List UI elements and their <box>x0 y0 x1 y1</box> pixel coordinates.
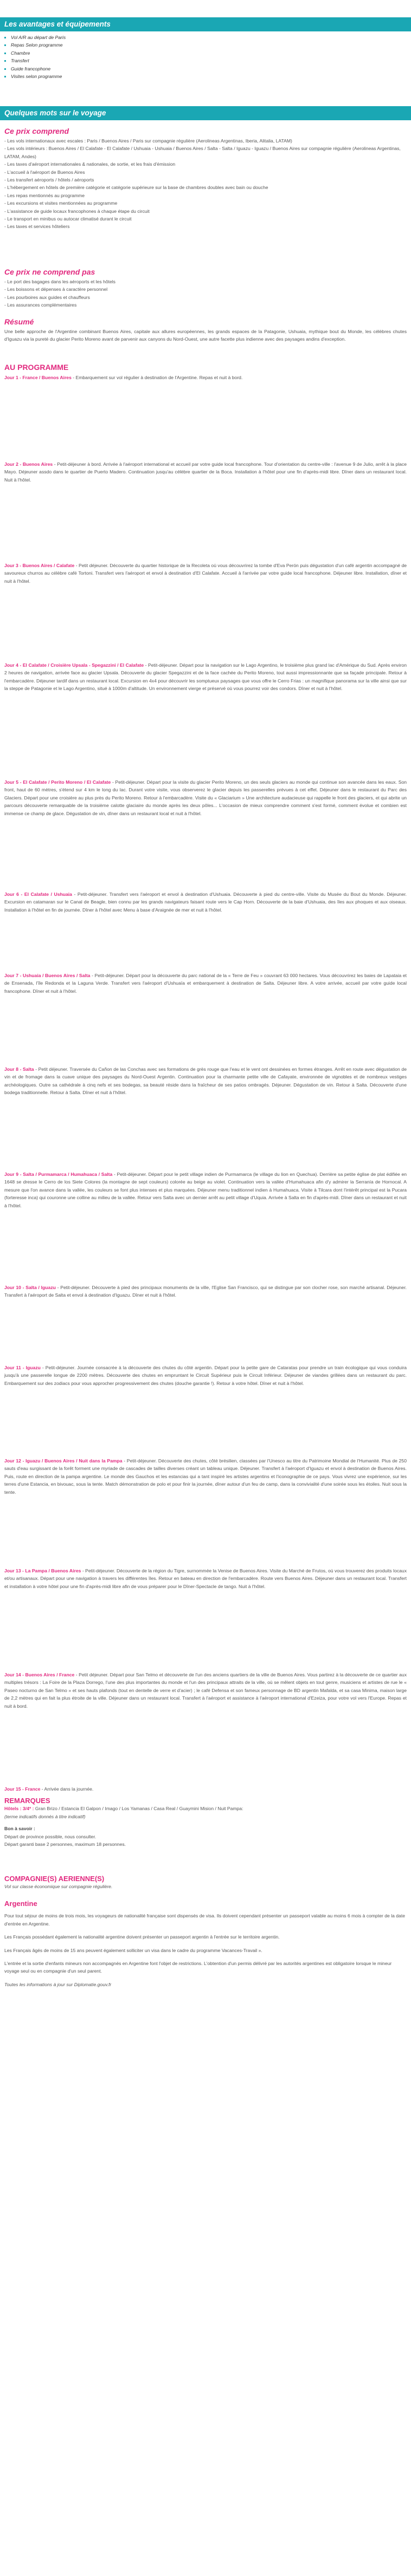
advantage-item: ▪ Visites selon programme <box>11 73 411 80</box>
airlines-block <box>0 1875 411 1891</box>
argentine-paragraph: Les Français possédant également la nationalité argentine doivent présenter un passeport argentin à l'entrée sur le territoire argentin. <box>4 1934 280 1940</box>
day-text: - Arrivée dans la journée. <box>40 1786 94 1792</box>
excluded-item: - Les boissons et dépenses à caractère personnel <box>4 287 108 292</box>
remarks-title: REMARQUES <box>4 1797 50 1805</box>
programme-header <box>0 362 411 373</box>
day-14 <box>4 1671 407 1710</box>
advantages-section <box>0 17 411 80</box>
voyage-title: Quelques mots sur le voyage <box>0 106 411 120</box>
included-item: - Les taxes d'aéroport internationales & nationales, de sortie, et les frais d'émission <box>4 161 176 167</box>
included-item: - Le transport en minibus ou autocar climatisé durant le circuit <box>4 216 132 222</box>
day-date: Jour 11 - Iguazu <box>4 1365 41 1370</box>
day-13 <box>4 1567 407 1590</box>
excluded-title: Ce prix ne comprend pas <box>4 268 95 276</box>
included-title: Ce prix comprend <box>4 127 69 135</box>
included-item: - Les transfert aéroports / hôtels / aéroports <box>4 177 94 183</box>
day-date: Jour 4 - El Calafate / Croisière Upsala - Spegazzini / El Calafate <box>4 662 144 668</box>
day-text: - Petit-déjeuner. Départ pour la découverte du parc national de la « Terre de Feu » couvrant 63 000 hectares. Vous découvrirez les baies de Lapataia et de Ensenada, l'île Redonda et la Laguna Verde. Transfert vers l'aéroport d'Ushuaïa et embarquement à destination de Salta. Déjeuner libre. A votre arrivée, accueil par votre guide local francophone. Dîner et nuit à l'hôtel. <box>4 973 407 994</box>
day-text: - Petit-déjeuner. Transfert vers l'aéroport et envol à destination d'Ushuaia. Découverte à pied du centre-ville. Visite du Musée du Bout du Monde. Déjeuner. Excursion en catamaran sur le Canal de Beagle, bien connu par les grands navigateurs faisant route vers le Cap Horn. Découverte de la baie d'Ushuaia, des îles aux phoques et aux oiseaux. Installation à l'hôtel en fin de journée. Dîner à l'hôtel avec Menu à base d'Araignée de mer et nuit à l'hôtel. <box>4 892 407 913</box>
day-text: - Petit-déjeuner. Départ pour le petit village indien de Purmamarca (le village du lion en Quechua). Derrière sa petite église de plat édifiée en 1648 se dresse le Cerro de los Siete Colores (la montagne de sept couleurs) colorée au beige au violet. Continuation vers la vallée d'Humahuaca afin d'y admirer la Serranía de Hornocal. A mesure que l'on avance dans la vallée, les couleurs se font plus intenses et plus marquées. Déjeuner menu traditionnel indien à Humahuaca. Visite à Tilcara dont l'intérêt principal est la Pucara (forteresse inca) qui couronne une colline au milieu de la vallée. Retour vers Salta avec un dernier arrêt au petit village d'Uquia. Arrivée à Salta en fin d'après-midi. Dîner dans un restaurant et nuit à l'hôtel. <box>4 1172 407 1208</box>
advantage-item: ▪ Repas Selon programme <box>11 41 411 49</box>
advantage-item: ▪ Guide francophone <box>11 65 411 73</box>
included-item: - L'hébergement en hôtels de première catégorie et catégorie supérieure sur la base de chambres doubles avec bain ou douche <box>4 185 268 191</box>
summary-text: Une belle approche de l'Argentine combinant Buenos Aires, capitale aux allures européennes, les grands espaces de la Patagonie, Ushuaia, mythique bout du Monde, les célèbres chutes d'Iguazu via la pureté du glacier Perito Moreno avant de parvenir aux canyons du Nord-Ouest, une autre facette plus indienne avec des paysages andins d'exception. <box>4 329 407 342</box>
day-date: Jour 13 - La Pampa / Buenos Aires <box>4 1568 81 1573</box>
day-date: Jour 7 - Ushuaia / Buenos Aires / Salta <box>4 973 91 978</box>
day-date: Jour 6 - El Calafate / Ushuaia <box>4 892 72 897</box>
day-text: - Petit-déjeuner. Départ pour la visite du glacier Perito Moreno, un des seuls glaciers au monde qui continue son avancée dans les eaux. Son front, haut de 60 mètres, s'étend sur 4 km le long du lac. Durant votre visite, vous observerez le glacier depuis les passerelles prévues à cet effet. Déjeuner dans le restaurant du Parc des Glaciers. Départ pour une croisière au plus près du Perito Moreno. Retour à l'embarcadère. Visite du « Glaciarium » Une architecture audacieuse qui rappelle le front des glaciers, et qui abrite un parcours découverte remarquable de la troisième calotte glaciaire du monde après les deux pôles... L'occasion de mieux comprendre comment s'est formé, comment évolue et combien est immense ce champ de glace. Dégustation de vin, dîner dans un restaurant local et nuit à l'hôtel. <box>4 779 407 816</box>
day-date: Jour 1 - France / Buenos Aires <box>4 375 72 380</box>
included-block <box>0 126 411 231</box>
day-text: - Petit-déjeuner. Découverte à pied des principaux monuments de la ville, l'Eglise San Francisco, qui se distingue par son clocher rose, son marché artisanal. Déjeuner. Transfert à l'aéroport de Salta et envol à destination d'Iguazu. Dîner et nuit à l'hôtel. <box>4 1285 407 1298</box>
day-9 <box>4 1170 407 1209</box>
argentine-paragraph: Les Français âgés de moins de 15 ans peuvent également solliciter un visa dans le cadre du programme Vacances-Travail ». <box>4 1947 262 1953</box>
day-8 <box>4 1065 407 1097</box>
day-5 <box>4 778 407 817</box>
included-item: - Les taxes et services hôteliers <box>4 224 70 230</box>
day-4 <box>4 661 407 693</box>
argentine-paragraph: Pour tout séjour de moins de trois mois, les voyageurs de nationalité française sont dispensés de visa. Ils doivent cependant présenter un passeport valable au moins 6 mois à compter de la date d'entrée en Argentine. <box>4 1913 406 1927</box>
day-12 <box>4 1457 407 1496</box>
excluded-item: - Les pourboires aux guides et chauffeurs <box>4 294 90 300</box>
departure-note: Départ de province possible, nous consulter. <box>4 1833 97 1839</box>
day-2 <box>4 460 407 484</box>
included-item: - Les repas mentionnés au programme <box>4 192 85 198</box>
day-3 <box>4 562 407 585</box>
day-text: - Petit déjeuner. Traversée du Cañon de las Conchas avec ses formations de grès rouge que l'eau et le vent ont dessinées en formes étranges. Arrêt en route avec dégustation de vin et de fromage dans la cuave unique des paysages du Nord-Ouest Argentin. Continuation pour la charmante petite ville de Cafayate, environnée de vignobles et de nombreux vestiges archéologiques. Outre sa cathédrale à cinq nefs et ses bodegas, sa beauté réside dans la fraîcheur de ses patios ombragés. Déjeuner. Dégustation de vin. Retour à Salta. Découverte d'une bodega traditionnelle. Retour à Salta. Dîner et nuit à l'hôtel. <box>4 1066 407 1096</box>
day-date: Jour 10 - Salta / Iguazu <box>4 1285 56 1290</box>
day-date: Jour 14 - Buenos Aires / France <box>4 1672 75 1677</box>
hotels-note: (terme indicatifs donnés à titre indicatif) <box>4 1813 86 1819</box>
advantage-item: ▪ Vol A/R au départ de Paris <box>11 34 411 41</box>
day-text: - Petit-déjeuner. Découverte des chutes, côté brésilien, classées par l'Unesco au titre du Patrimoine Mondial de l'Humanité. Plus de 250 sauts d'eau surgissant de la forêt forment une myriade de cascades de tailles diverses créant un tableau unique. Déjeuner. Transfert à l'aéroport d'Iguazu et envol à destination de Buenos Aires. Puis, route en direction de la pampa argentine. Le monde des Gauchos et les estancias qui a tant inspiré les artistes argentins et l'iconographie de ce pays. Vous vivrez une expérience, sur les terres d'une Estancia, en bivouac, sous la tente. Match démonstration de polo et pour finir la journée, dîner autour d'un feu de camp, dans la convivialité d'une soirée sous les étoiles. Nuit sous la tente. <box>4 1458 407 1495</box>
excluded-item: - Les assurances complémentaires <box>4 302 77 308</box>
day-text: - Petit-déjeuner. Départ pour la navigation sur le Lago Argentino, le troisième plus grand lac d'Amérique du Sud. Après environ 2 heures de navigation, arrivée face au glacier Upsala. Découverte du glacier Spegazzini et de la face cachée du Perito Moreno, tout aussi impressionnante que sa façade principale. Retour à l'embarcadère. Déjeuner tardif dans un restaurant local. Excursion en 4x4 pour découvrir les somptueux paysages que vous offre le Cerro Frias : un magnifique panorama sur la ville ainsi que sur la steppe de Patagonie et le Lago Argentino, situé à 1000m d'altitude. Un environnement vierge et préservé où vous pourrez voir des condors. Dîner et nuit à l'hôtel. <box>4 662 407 692</box>
included-item: - Les excursions et visites mentionnées au programme <box>4 200 118 206</box>
included-item: - L'accueil à l'aéroport de Buenos Aires <box>4 169 85 175</box>
airlines-text: Vol sur classe économique sur compagnie régulière. <box>4 1884 113 1890</box>
excluded-block <box>0 266 411 309</box>
hotels-label: Hôtels : 3/4* : <box>4 1806 34 1812</box>
included-list <box>4 137 407 231</box>
included-item: - Les vols intérieurs : Buenos Aires / El Calafate - El Calafate / Ushuaia - Ushuaia / Buenos Aires / Salta - Salta / Iguazu - Iguazu / Buenos Aires sur compagnie régulière (Aerolineas Argentinas, LATAM, Andes) <box>4 146 401 159</box>
programme-title: AU PROGRAMME <box>4 363 69 372</box>
guaranteed-note: Départ garanti base 2 personnes, maximum 18 personnes. <box>4 1842 126 1848</box>
included-item: - Les vols internationaux avec escales : Paris / Buenos Aires / Paris sur compagnie régulière (Aerolineas Argentinas, Iberia, Alitalia, LATAM) <box>4 138 292 144</box>
day-date: Jour 12 - Iguazu / Buenos Aires / Nuit dans la Pampa <box>4 1458 123 1463</box>
day-date: Jour 5 - El Calafate / Perito Moreno / El Calafate <box>4 779 111 785</box>
day-date: Jour 9 - Salta / Purmamarca / Humahuaca / Salta <box>4 1172 113 1177</box>
day-date: Jour 15 - France <box>4 1786 41 1792</box>
good-to-know-label: Bon à savoir : <box>4 1826 35 1832</box>
remarks-block <box>0 1797 411 1848</box>
advantage-item: ▪ Transfert <box>11 57 411 64</box>
excluded-item: - Le port des bagages dans les aéroports et les hôtels <box>4 279 115 284</box>
advantages-list <box>0 34 411 80</box>
included-item: - L'assistance de guide locaux francophones à chaque étape du circuit <box>4 208 150 214</box>
summary-title: Résumé <box>4 317 34 326</box>
day-date: Jour 2 - Buenos Aires <box>4 461 53 467</box>
excluded-list <box>4 278 407 309</box>
summary-block <box>0 316 411 343</box>
day-7 <box>4 972 407 995</box>
day-text: - Petit-déjeuner. Découverte de la région du Tigre, surnommée la Venise de Buenos Aires. Visite du Marché de Frutos, où vous trouverez des produits locaux et/ou artisanaux. Départ pour une navigation à travers les différentes îles. Retour en bateau en direction de l'embarcadère. Route vers Buenos Aires. Déjeuner dans un restaurant local. Transfert et installation à votre hôtel pour une fin d'après-midi libre afin de vous préparer pour le Dîner-Spectacle de tango. Nuit à l'hôtel. <box>4 1568 407 1589</box>
day-text: - Petit déjeuner. Découverte du quartier historique de la Recoleta où vous découvrirez la tombe d'Eva Perón puis dégustation d'un café argentin accompagné de savoureux churros au célèbre café Tortoni. Transfert vers l'aéroport et envol à destination d'El Calafate. Accueil à l'arrivée par votre guide local francophone. Déjeuner libre. Installation, dîner et nuit à l'hôtel. <box>4 563 407 584</box>
advantages-title: Les avantages et équipements <box>0 17 411 31</box>
voyage-section <box>0 106 411 120</box>
day-text: - Embarquement sur vol régulier à destination de l'Argentine. Repas et nuit à bord. <box>71 375 243 380</box>
day-11 <box>4 1364 407 1387</box>
day-text: - Petit déjeuner. Départ pour San Telmo et découverte de l'un des anciens quartiers de la ville de Buenos Aires. Vous partirez à la découverte de ce quartier aux multiples trésors : La Foire de la Plaza Dorrego, l'une des plus importantes du monde et l'un des principaux attraits de la ville, où se mêlent objets en tout genre, musiciens et artistes de rue le « Paseo nocturno de San Telmo » et ses hauts plafonds (tout en dentelle de verre et d'acier) ; le café Defensa et son fameux personnage de BD argentin Mafalda, et sa casa Minima, maison large de 2,2 mètres qui en fait la plus étroite de la ville. Déjeuner dans un restaurant local. Transfert à l'aéroport et assistance à l'aéroport international d'Ezeiza, pour votre vol vers l'Europe. Repas et nuit à bord. <box>4 1672 407 1709</box>
day-1 <box>4 374 407 381</box>
advantage-item: ▪ Chambre <box>11 49 411 57</box>
diplomatie-link[interactable]: Toutes les informations à jour sur Diplomatie.gouv.fr <box>4 1981 112 1987</box>
day-10 <box>4 1284 407 1299</box>
airlines-title: COMPAGNIE(S) AERIENNE(S) <box>4 1875 105 1883</box>
day-date: Jour 3 - Buenos Aires / Calafate <box>4 563 75 568</box>
day-text: - Petit-déjeuner à bord. Arrivée à l'aéroport international et accueil par votre guide local francophone. Tour d'orientation du centre-ville : l'avenue 9 de Julio, arrêt à la place Mayo. Déjeuner assdo dans le quartier de Puerto Madero. Continuation jusqu'au célèbre quartier de la Boca. Installation à l'hôtel pour une fin d'après-midi libre. Dîner dans un restaurant local. Nuit à l'hôtel. <box>4 461 407 483</box>
day-date: Jour 8 - Salta <box>4 1066 34 1072</box>
argentine-title: Argentine <box>4 1900 37 1908</box>
day-6 <box>4 890 407 914</box>
argentine-paragraph: L'entrée et la sortie d'enfants mineurs non accompagnés en Argentine font l'objet de restrictions. L'obtention d'un permis délivré par les autorités argentines est obligatoire lorsque le mineur voyage seul ou en compagnie d'un seul parent. <box>4 1961 392 1974</box>
hotels-list: Gran Brizo / Estancia El Galpon / Imago / Los Yamanas / Casa Real / Guaymini Mision / Nuit Pampa: <box>34 1806 243 1812</box>
day-text: - Petit-déjeuner. Journée consacrée à la découverte des chutes du côté argentin. Départ pour la petite gare de Cataratas pour prendre un train écologique qui vous conduira jusqu'à une passerelle longue de 2200 mètres. Découverte des chutes en empruntant le Circuit Supérieur puis le Circuit Inférieur. Déjeuner de viandes grillées dans un restaurant du parc. Embarquement sur des zodiacs pour vous approcher progressivement des chutes (douche garantie !). Retour à votre hôtel. Dîner et nuit à l'hôtel. <box>4 1365 407 1386</box>
argentine-block <box>0 1900 411 1988</box>
day-15 <box>4 1785 407 1793</box>
hotels-line <box>4 1805 407 1812</box>
